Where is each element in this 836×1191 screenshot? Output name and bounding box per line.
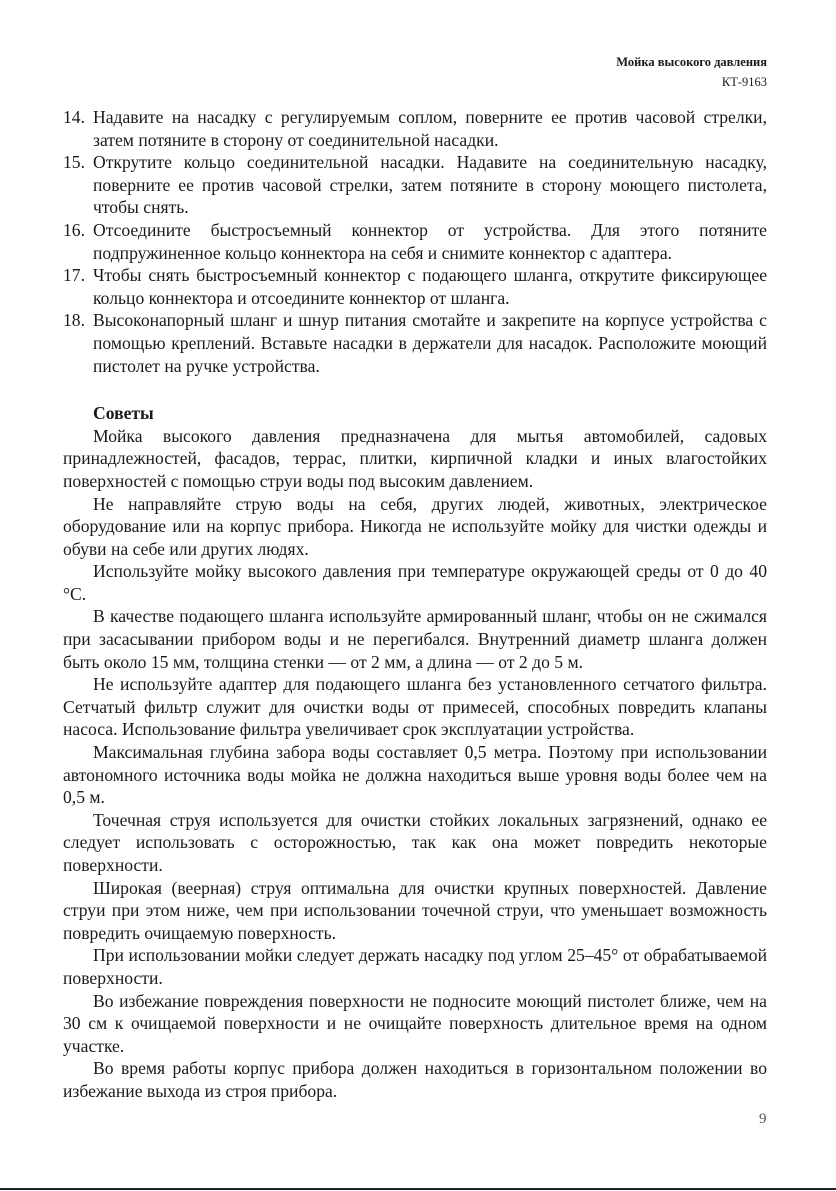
- step-number: 14.: [63, 107, 85, 127]
- tip-paragraph: Максимальная глубина забора воды составляет 0,5 метра. Поэтому при использовании автономного источника воды мойка не должна находиться выше уровня воды более чем на 0,5 м.: [63, 742, 767, 808]
- step-item: [63, 264, 767, 309]
- tip-paragraph: Не используйте адаптер для подающего шланга без установленного сетчатого фильтра. Сетчатый фильтр служит для очистки воды от примесей, способных повредить клапаны насоса. Использование фильтра увеличивает срок эксплуатации устройства.: [63, 674, 767, 740]
- step-text: Отсоедините быстросъемный коннектор от устройства. Для этого потяните подпружиненное кольцо коннектора на себя и снимите коннектор с адаптера.: [93, 219, 767, 263]
- tip-paragraph: В качестве подающего шланга используйте армированный шланг, чтобы он не сжимался при засасывании прибором воды и не перегибался. Внутренний диаметр шланга должен быть около 15 мм, толщина стенки — от 2 мм, а длина — от 2 до 5 м.: [63, 606, 767, 672]
- tips-heading: Советы: [93, 403, 154, 424]
- running-header: [616, 52, 767, 92]
- tip-paragraph: Точечная струя используется для очистки стойких локальных загрязнений, однако ее следует использовать с осторожностью, так как она может повредить некоторые поверхности.: [63, 809, 767, 875]
- header-model: КТ-9163: [721, 75, 767, 89]
- step-item: [63, 309, 767, 377]
- step-item: [63, 219, 767, 264]
- step-text: Чтобы снять быстросъемный коннектор с подающего шланга, открутите фиксирующее кольцо коннектора и отсоедините коннектор от шланга.: [93, 265, 767, 308]
- step-text: Открутите кольцо соединительной насадки. Надавите на соединительную насадку, поверните ее против часовой стрелки, затем потяните в сторону моющего пистолета, чтобы снять.: [93, 152, 767, 218]
- tip-paragraph: Не направляйте струю воды на себя, других людей, животных, электрическое оборудование или на корпус прибора. Никогда не используйте мойку для чистки одежды и обуви на себе или других людях.: [63, 493, 767, 559]
- step-number: 17.: [63, 265, 85, 286]
- step-number: 16.: [63, 219, 85, 240]
- tip-paragraph: Во избежание повреждения поверхности не подносите моющий пистолет ближе, чем на 30 см к очищаемой поверхности и не очищайте поверхность длительное время на одном участке.: [63, 990, 767, 1056]
- bottom-divider: [0, 1188, 836, 1190]
- step-item: [63, 151, 767, 219]
- page-content: [63, 106, 767, 1103]
- tip-paragraph: Во время работы корпус прибора должен находиться в горизонтальном положении во избежание выхода из строя прибора.: [63, 1058, 767, 1101]
- page-number: 9: [759, 1111, 767, 1127]
- tip-paragraph: При использовании мойки следует держать насадку под углом 25–45° от обрабатываемой поверхности.: [63, 945, 767, 988]
- tip-paragraph: Широкая (веерная) струя оптимальна для очистки крупных поверхностей. Давление струи при этом ниже, чем при использовании точечной струи, что уменьшает возможность повредить очищаемую поверхность.: [63, 877, 767, 943]
- step-text: Высоконапорный шланг и шнур питания смотайте и закрепите на корпусе устройства с помощью креплений. Вставьте насадки в держатели для насадок. Расположите моющий пистолет на ручке устройства.: [93, 310, 767, 376]
- instruction-steps: [63, 106, 767, 377]
- step-number: 18.: [63, 310, 85, 331]
- step-text: Надавите на насадку с регулируемым соплом, поверните ее против часовой стрелки, затем потяните в сторону от соединительной насадки.: [93, 107, 767, 150]
- step-number: 15.: [63, 152, 85, 173]
- tips-section: [63, 425, 767, 1103]
- tip-paragraph: Используйте мойку высокого давления при температуре окружающей среды от 0 до 40 °С.: [63, 561, 767, 604]
- tip-paragraph: Мойка высокого давления предназначена для мытья автомобилей, садовых принадлежностей, фасадов, террас, плитки, кирпичной кладки и иных влагостойких поверхностей с помощью струи воды под высоким давлением.: [63, 425, 767, 491]
- step-item: [63, 106, 767, 151]
- header-title: Мойка высокого давления: [616, 55, 767, 69]
